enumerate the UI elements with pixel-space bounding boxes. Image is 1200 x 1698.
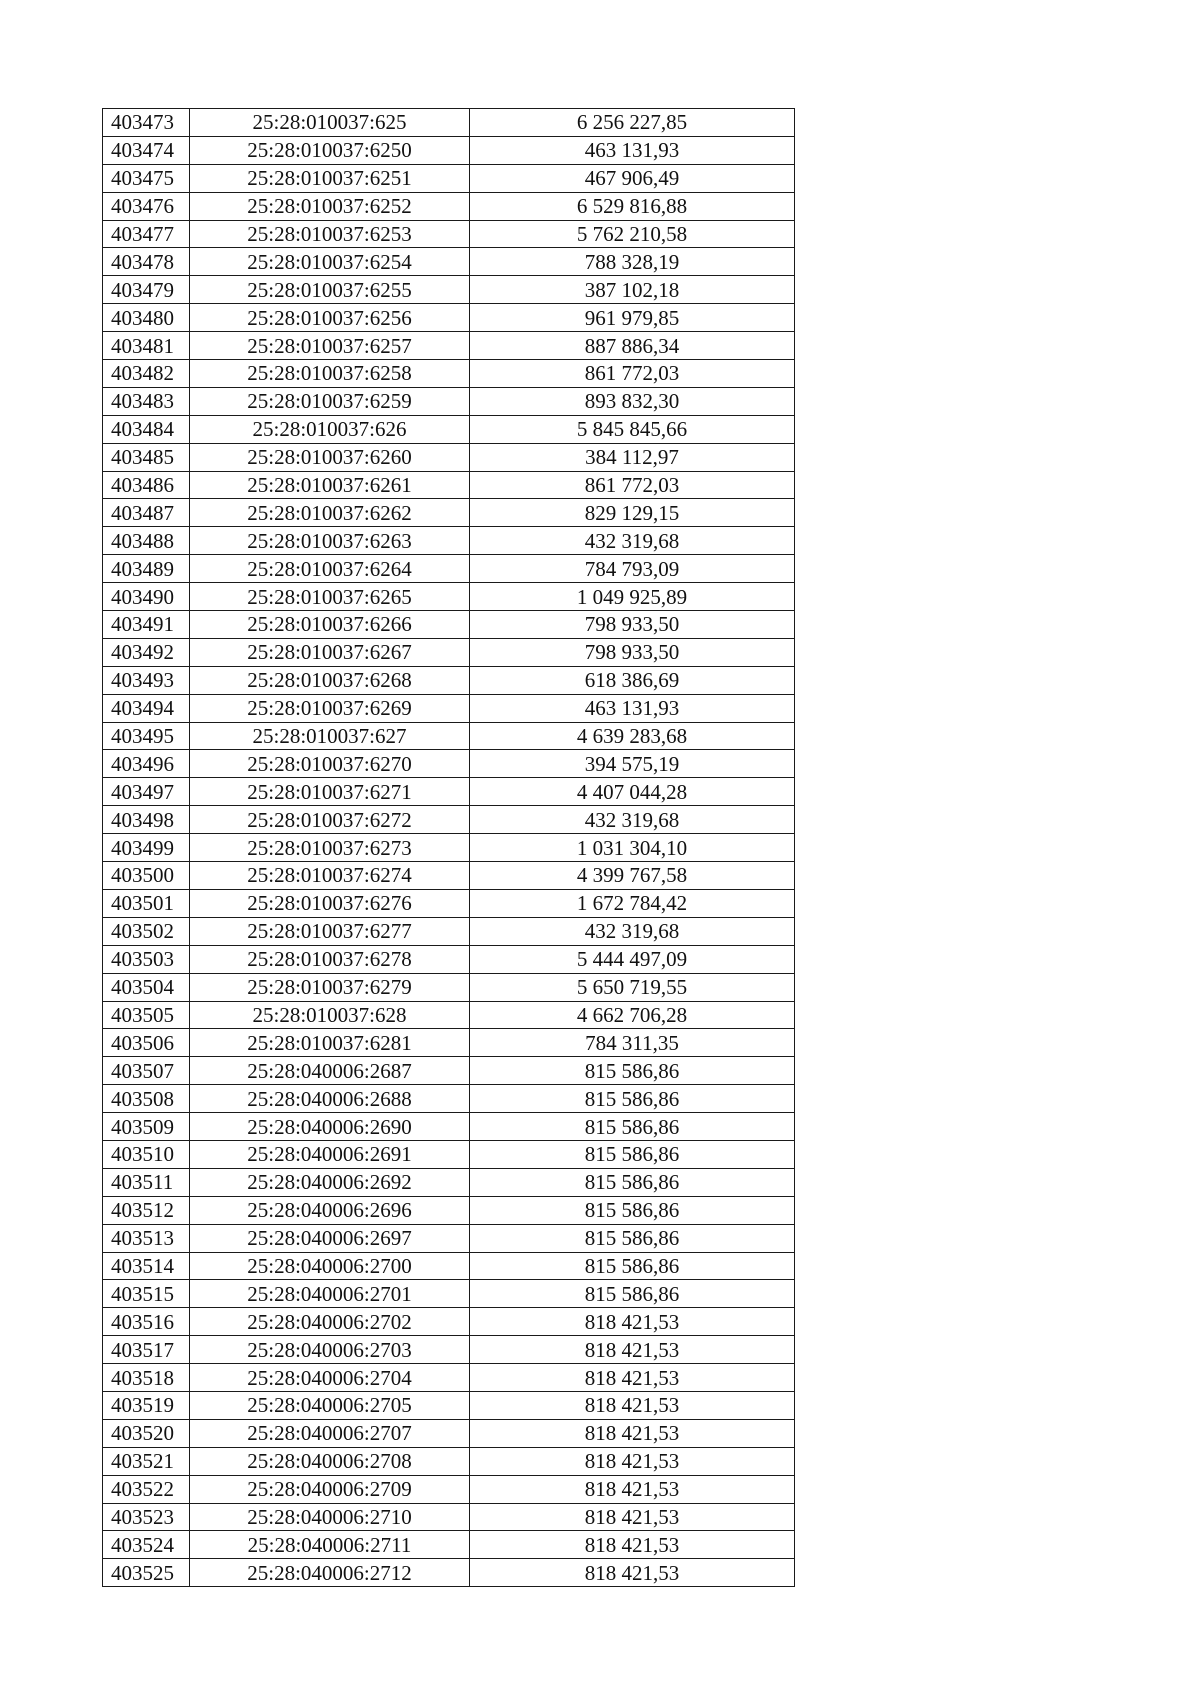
cadastral-value-cell: 829 129,15	[470, 499, 795, 527]
table-row	[103, 1252, 795, 1280]
cadastral-value-cell: 432 319,68	[470, 917, 795, 945]
row-number-cell: 403522	[103, 1475, 190, 1503]
row-number-cell: 403507	[103, 1057, 190, 1085]
row-number-cell: 403524	[103, 1531, 190, 1559]
cadastral-number-cell: 25:28:010037:6266	[190, 611, 470, 639]
row-number-cell: 403506	[103, 1029, 190, 1057]
row-number-cell: 403520	[103, 1419, 190, 1447]
cadastral-number-cell: 25:28:010037:6265	[190, 583, 470, 611]
cadastral-value-cell: 784 311,35	[470, 1029, 795, 1057]
row-number-cell: 403483	[103, 387, 190, 415]
row-number-cell: 403486	[103, 471, 190, 499]
row-number-cell: 403479	[103, 276, 190, 304]
table-row	[103, 1029, 795, 1057]
row-number-cell: 403496	[103, 750, 190, 778]
cadastral-value-cell: 387 102,18	[470, 276, 795, 304]
cadastral-value-cell: 467 906,49	[470, 164, 795, 192]
cadastral-number-cell: 25:28:010037:6259	[190, 387, 470, 415]
table-row	[103, 583, 795, 611]
table-row	[103, 109, 795, 137]
cadastral-number-cell: 25:28:010037:6256	[190, 304, 470, 332]
cadastral-number-cell: 25:28:010037:6279	[190, 973, 470, 1001]
table-row	[103, 1280, 795, 1308]
row-number-cell: 403497	[103, 778, 190, 806]
row-number-cell: 403525	[103, 1559, 190, 1587]
row-number-cell: 403508	[103, 1085, 190, 1113]
table-row	[103, 1336, 795, 1364]
row-number-cell: 403473	[103, 109, 190, 137]
cadastral-value-cell: 1 672 784,42	[470, 889, 795, 917]
cadastral-value-cell: 5 845 845,66	[470, 415, 795, 443]
cadastral-value-cell: 818 421,53	[470, 1447, 795, 1475]
row-number-cell: 403518	[103, 1364, 190, 1392]
table-row	[103, 499, 795, 527]
table-row	[103, 471, 795, 499]
row-number-cell: 403476	[103, 192, 190, 220]
row-number-cell: 403500	[103, 862, 190, 890]
cadastral-number-cell: 25:28:010037:6267	[190, 638, 470, 666]
row-number-cell: 403501	[103, 889, 190, 917]
row-number-cell: 403512	[103, 1196, 190, 1224]
row-number-cell: 403503	[103, 945, 190, 973]
row-number-cell: 403495	[103, 722, 190, 750]
table-row	[103, 443, 795, 471]
row-number-cell: 403499	[103, 834, 190, 862]
cadastral-value-cell: 861 772,03	[470, 471, 795, 499]
row-number-cell: 403521	[103, 1447, 190, 1475]
cadastral-value-cell: 815 586,86	[470, 1085, 795, 1113]
cadastral-value-cell: 815 586,86	[470, 1196, 795, 1224]
row-number-cell: 403491	[103, 611, 190, 639]
cadastral-value-cell: 788 328,19	[470, 248, 795, 276]
table-body	[103, 109, 795, 1587]
cadastral-number-cell: 25:28:010037:6274	[190, 862, 470, 890]
table-row	[103, 806, 795, 834]
table-row	[103, 387, 795, 415]
table-row	[103, 1113, 795, 1141]
table-row	[103, 1419, 795, 1447]
cadastral-value-cell: 4 639 283,68	[470, 722, 795, 750]
table-row	[103, 136, 795, 164]
table-row	[103, 1057, 795, 1085]
table-row	[103, 1001, 795, 1029]
cadastral-value-cell: 818 421,53	[470, 1475, 795, 1503]
cadastral-number-cell: 25:28:040006:2692	[190, 1168, 470, 1196]
row-number-cell: 403481	[103, 332, 190, 360]
cadastral-number-cell: 25:28:010037:6269	[190, 694, 470, 722]
cadastral-number-cell: 25:28:010037:6252	[190, 192, 470, 220]
row-number-cell: 403505	[103, 1001, 190, 1029]
table-row	[103, 889, 795, 917]
cadastral-number-cell: 25:28:010037:6264	[190, 555, 470, 583]
cadastral-value-cell: 384 112,97	[470, 443, 795, 471]
table-row	[103, 164, 795, 192]
table-row	[103, 192, 795, 220]
cadastral-number-cell: 25:28:040006:2701	[190, 1280, 470, 1308]
cadastral-value-cell: 6 529 816,88	[470, 192, 795, 220]
cadastral-value-cell: 961 979,85	[470, 304, 795, 332]
table-row	[103, 945, 795, 973]
cadastral-value-cell: 818 421,53	[470, 1336, 795, 1364]
cadastral-value-cell: 394 575,19	[470, 750, 795, 778]
row-number-cell: 403494	[103, 694, 190, 722]
cadastral-number-cell: 25:28:010037:625	[190, 109, 470, 137]
cadastral-value-cell: 815 586,86	[470, 1113, 795, 1141]
table-row	[103, 1140, 795, 1168]
table-row	[103, 304, 795, 332]
cadastral-value-cell: 815 586,86	[470, 1140, 795, 1168]
cadastral-value-cell: 6 256 227,85	[470, 109, 795, 137]
cadastral-value-cell: 5 762 210,58	[470, 220, 795, 248]
cadastral-number-cell: 25:28:040006:2709	[190, 1475, 470, 1503]
table-row	[103, 1559, 795, 1587]
table-row	[103, 917, 795, 945]
table-row	[103, 1475, 795, 1503]
table-row	[103, 1364, 795, 1392]
table-row	[103, 611, 795, 639]
cadastral-number-cell: 25:28:010037:6257	[190, 332, 470, 360]
row-number-cell: 403519	[103, 1391, 190, 1419]
cadastral-number-cell: 25:28:010037:6272	[190, 806, 470, 834]
cadastral-value-cell: 798 933,50	[470, 611, 795, 639]
cadastral-number-cell: 25:28:010037:6262	[190, 499, 470, 527]
cadastral-value-cell: 861 772,03	[470, 360, 795, 388]
cadastral-number-cell: 25:28:040006:2691	[190, 1140, 470, 1168]
cadastral-number-cell: 25:28:010037:6250	[190, 136, 470, 164]
cadastral-number-cell: 25:28:040006:2696	[190, 1196, 470, 1224]
cadastral-number-cell: 25:28:010037:6261	[190, 471, 470, 499]
cadastral-number-cell: 25:28:040006:2711	[190, 1531, 470, 1559]
cadastral-value-cell: 432 319,68	[470, 527, 795, 555]
cadastral-number-cell: 25:28:010037:6281	[190, 1029, 470, 1057]
table-row	[103, 1531, 795, 1559]
row-number-cell: 403488	[103, 527, 190, 555]
cadastral-number-cell: 25:28:040006:2700	[190, 1252, 470, 1280]
cadastral-number-cell: 25:28:010037:6271	[190, 778, 470, 806]
table-row	[103, 1168, 795, 1196]
cadastral-number-cell: 25:28:040006:2690	[190, 1113, 470, 1141]
cadastral-value-cell: 5 650 719,55	[470, 973, 795, 1001]
cadastral-value-table	[102, 108, 795, 1587]
cadastral-number-cell: 25:28:040006:2703	[190, 1336, 470, 1364]
row-number-cell: 403509	[103, 1113, 190, 1141]
cadastral-value-cell: 815 586,86	[470, 1224, 795, 1252]
cadastral-value-cell: 1 031 304,10	[470, 834, 795, 862]
row-number-cell: 403484	[103, 415, 190, 443]
row-number-cell: 403493	[103, 666, 190, 694]
table-row	[103, 862, 795, 890]
cadastral-number-cell: 25:28:010037:6253	[190, 220, 470, 248]
cadastral-value-cell: 4 399 767,58	[470, 862, 795, 890]
cadastral-value-cell: 798 933,50	[470, 638, 795, 666]
table-row	[103, 220, 795, 248]
cadastral-value-cell: 815 586,86	[470, 1168, 795, 1196]
cadastral-number-cell: 25:28:010037:6278	[190, 945, 470, 973]
cadastral-value-cell: 893 832,30	[470, 387, 795, 415]
row-number-cell: 403517	[103, 1336, 190, 1364]
cadastral-value-cell: 815 586,86	[470, 1280, 795, 1308]
cadastral-number-cell: 25:28:010037:6273	[190, 834, 470, 862]
cadastral-number-cell: 25:28:040006:2702	[190, 1308, 470, 1336]
table-row	[103, 1196, 795, 1224]
row-number-cell: 403502	[103, 917, 190, 945]
table-row	[103, 248, 795, 276]
cadastral-value-cell: 815 586,86	[470, 1252, 795, 1280]
row-number-cell: 403515	[103, 1280, 190, 1308]
cadastral-value-cell: 815 586,86	[470, 1057, 795, 1085]
cadastral-value-cell: 818 421,53	[470, 1391, 795, 1419]
cadastral-value-cell: 784 793,09	[470, 555, 795, 583]
table-row	[103, 750, 795, 778]
row-number-cell: 403490	[103, 583, 190, 611]
table-row	[103, 1503, 795, 1531]
table-row	[103, 834, 795, 862]
row-number-cell: 403510	[103, 1140, 190, 1168]
row-number-cell: 403485	[103, 443, 190, 471]
table-row	[103, 276, 795, 304]
cadastral-number-cell: 25:28:010037:628	[190, 1001, 470, 1029]
cadastral-number-cell: 25:28:010037:627	[190, 722, 470, 750]
table-row	[103, 1224, 795, 1252]
cadastral-value-cell: 618 386,69	[470, 666, 795, 694]
row-number-cell: 403511	[103, 1168, 190, 1196]
table-row	[103, 973, 795, 1001]
table-row	[103, 1391, 795, 1419]
cadastral-value-cell: 818 421,53	[470, 1308, 795, 1336]
table-row	[103, 332, 795, 360]
cadastral-number-cell: 25:28:040006:2710	[190, 1503, 470, 1531]
cadastral-number-cell: 25:28:010037:626	[190, 415, 470, 443]
row-number-cell: 403513	[103, 1224, 190, 1252]
cadastral-number-cell: 25:28:010037:6268	[190, 666, 470, 694]
table-row	[103, 1085, 795, 1113]
cadastral-number-cell: 25:28:040006:2708	[190, 1447, 470, 1475]
cadastral-number-cell: 25:28:010037:6254	[190, 248, 470, 276]
cadastral-value-cell: 818 421,53	[470, 1503, 795, 1531]
cadastral-number-cell: 25:28:010037:6258	[190, 360, 470, 388]
table-row	[103, 555, 795, 583]
cadastral-value-cell: 818 421,53	[470, 1364, 795, 1392]
row-number-cell: 403523	[103, 1503, 190, 1531]
row-number-cell: 403475	[103, 164, 190, 192]
cadastral-value-cell: 818 421,53	[470, 1559, 795, 1587]
cadastral-value-cell: 818 421,53	[470, 1531, 795, 1559]
table-row	[103, 360, 795, 388]
table-row	[103, 1308, 795, 1336]
row-number-cell: 403480	[103, 304, 190, 332]
cadastral-number-cell: 25:28:010037:6255	[190, 276, 470, 304]
table-row	[103, 778, 795, 806]
row-number-cell: 403516	[103, 1308, 190, 1336]
cadastral-value-cell: 4 407 044,28	[470, 778, 795, 806]
cadastral-value-cell: 4 662 706,28	[470, 1001, 795, 1029]
table-row	[103, 666, 795, 694]
row-number-cell: 403489	[103, 555, 190, 583]
cadastral-number-cell: 25:28:040006:2687	[190, 1057, 470, 1085]
cadastral-number-cell: 25:28:010037:6251	[190, 164, 470, 192]
cadastral-value-cell: 432 319,68	[470, 806, 795, 834]
table-row	[103, 1447, 795, 1475]
row-number-cell: 403498	[103, 806, 190, 834]
cadastral-value-cell: 5 444 497,09	[470, 945, 795, 973]
cadastral-number-cell: 25:28:040006:2688	[190, 1085, 470, 1113]
cadastral-value-cell: 887 886,34	[470, 332, 795, 360]
cadastral-number-cell: 25:28:010037:6263	[190, 527, 470, 555]
cadastral-number-cell: 25:28:040006:2697	[190, 1224, 470, 1252]
row-number-cell: 403492	[103, 638, 190, 666]
row-number-cell: 403482	[103, 360, 190, 388]
cadastral-value-cell: 463 131,93	[470, 136, 795, 164]
row-number-cell: 403474	[103, 136, 190, 164]
cadastral-number-cell: 25:28:040006:2707	[190, 1419, 470, 1447]
row-number-cell: 403477	[103, 220, 190, 248]
cadastral-number-cell: 25:28:010037:6270	[190, 750, 470, 778]
row-number-cell: 403504	[103, 973, 190, 1001]
table-row	[103, 694, 795, 722]
table-row	[103, 415, 795, 443]
cadastral-value-cell: 818 421,53	[470, 1419, 795, 1447]
row-number-cell: 403478	[103, 248, 190, 276]
table-row	[103, 527, 795, 555]
table-row	[103, 638, 795, 666]
row-number-cell: 403514	[103, 1252, 190, 1280]
cadastral-number-cell: 25:28:040006:2705	[190, 1391, 470, 1419]
cadastral-number-cell: 25:28:040006:2712	[190, 1559, 470, 1587]
cadastral-number-cell: 25:28:010037:6260	[190, 443, 470, 471]
cadastral-value-cell: 463 131,93	[470, 694, 795, 722]
row-number-cell: 403487	[103, 499, 190, 527]
cadastral-number-cell: 25:28:010037:6277	[190, 917, 470, 945]
table-row	[103, 722, 795, 750]
cadastral-value-cell: 1 049 925,89	[470, 583, 795, 611]
cadastral-number-cell: 25:28:040006:2704	[190, 1364, 470, 1392]
cadastral-number-cell: 25:28:010037:6276	[190, 889, 470, 917]
